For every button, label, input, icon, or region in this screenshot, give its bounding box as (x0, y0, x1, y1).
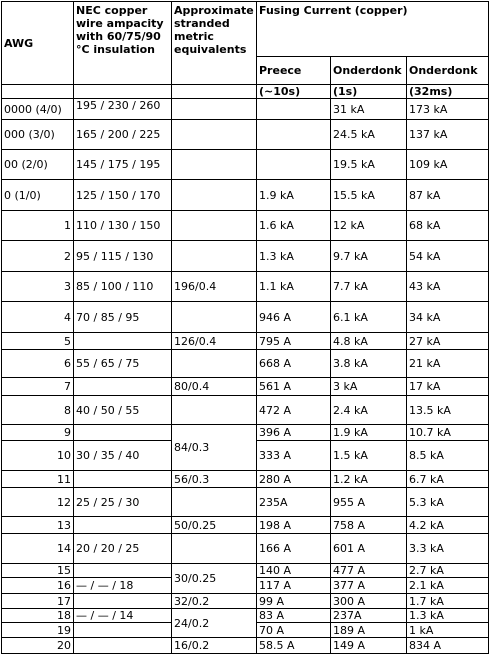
awg-cell: 4 (2, 302, 74, 333)
awg-cell: 11 (2, 471, 74, 488)
table-row (2, 180, 489, 211)
table-row (2, 211, 489, 241)
onderdonk-1s-cell: 377 A (331, 578, 407, 594)
stranded-cell: 196/0.4 (172, 272, 257, 302)
preece-cell (257, 120, 331, 150)
header-preece-time: (~10s) (257, 85, 331, 99)
onderdonk-32ms-cell: 1.3 kA (407, 609, 489, 623)
awg-cell: 19 (2, 623, 74, 638)
onderdonk-32ms-cell: 8.5 kA (407, 441, 489, 471)
preece-cell: 668 A (257, 350, 331, 378)
table-row (2, 378, 489, 396)
stranded-cell: 30/0.25 (172, 564, 257, 594)
ampacity-cell: 70 / 85 / 95 (74, 302, 172, 333)
preece-cell: 280 A (257, 471, 331, 488)
ampacity-cell: — / — / 18 (74, 578, 172, 594)
table-row (2, 120, 489, 150)
onderdonk-32ms-cell: 1.7 kA (407, 594, 489, 609)
onderdonk-1s-cell: 149 A (331, 638, 407, 654)
onderdonk-1s-cell: 24.5 kA (331, 120, 407, 150)
stranded-cell (172, 534, 257, 564)
table-row (2, 638, 489, 654)
ampacity-cell: 110 / 130 / 150 (74, 211, 172, 241)
preece-cell: 166 A (257, 534, 331, 564)
onderdonk-32ms-cell: 10.7 kA (407, 425, 489, 441)
onderdonk-32ms-cell: 87 kA (407, 180, 489, 211)
onderdonk-32ms-cell: 6.7 kA (407, 471, 489, 488)
preece-cell: 235A (257, 488, 331, 517)
onderdonk-1s-cell: 758 A (331, 517, 407, 534)
table-row (2, 609, 489, 623)
table-row (2, 471, 489, 488)
preece-cell: 58.5 A (257, 638, 331, 654)
stranded-cell: 50/0.25 (172, 517, 257, 534)
stranded-cell: 126/0.4 (172, 333, 257, 350)
onderdonk-1s-cell: 237A (331, 609, 407, 623)
onderdonk-32ms-cell: 3.3 kA (407, 534, 489, 564)
ampacity-cell: 95 / 115 / 130 (74, 241, 172, 272)
awg-cell: 13 (2, 517, 74, 534)
onderdonk-1s-cell: 15.5 kA (331, 180, 407, 211)
awg-cell: 2 (2, 241, 74, 272)
preece-cell: 117 A (257, 578, 331, 594)
header-awg-sub (2, 85, 74, 99)
preece-cell (257, 99, 331, 120)
onderdonk-1s-cell: 300 A (331, 594, 407, 609)
preece-cell: 1.9 kA (257, 180, 331, 211)
onderdonk-32ms-cell: 834 A (407, 638, 489, 654)
preece-cell: 333 A (257, 441, 331, 471)
awg-cell: 18 (2, 609, 74, 623)
header-preece: Preece (257, 57, 331, 85)
awg-cell: 15 (2, 564, 74, 578)
preece-cell: 1.1 kA (257, 272, 331, 302)
onderdonk-1s-cell: 6.1 kA (331, 302, 407, 333)
ampacity-cell: — / — / 14 (74, 609, 172, 623)
table-row (2, 302, 489, 333)
table-row (2, 517, 489, 534)
table-row (2, 425, 489, 441)
ampacity-cell (74, 425, 172, 441)
onderdonk-1s-cell: 3.8 kA (331, 350, 407, 378)
onderdonk-1s-cell: 1.9 kA (331, 425, 407, 441)
ampacity-cell (74, 638, 172, 654)
awg-wire-table (1, 1, 489, 654)
onderdonk-1s-cell: 19.5 kA (331, 150, 407, 180)
stranded-cell (172, 396, 257, 425)
awg-cell: 17 (2, 594, 74, 609)
awg-cell: 14 (2, 534, 74, 564)
preece-cell (257, 150, 331, 180)
ampacity-cell (74, 333, 172, 350)
header-onderdonk-1s-time: (1s) (331, 85, 407, 99)
awg-cell: 5 (2, 333, 74, 350)
awg-cell: 12 (2, 488, 74, 517)
table-row (2, 564, 489, 578)
stranded-cell (172, 488, 257, 517)
onderdonk-32ms-cell: 173 kA (407, 99, 489, 120)
awg-cell: 000 (3/0) (2, 120, 74, 150)
ampacity-cell: 165 / 200 / 225 (74, 120, 172, 150)
onderdonk-32ms-cell: 68 kA (407, 211, 489, 241)
stranded-cell: 80/0.4 (172, 378, 257, 396)
awg-cell: 0 (1/0) (2, 180, 74, 211)
awg-cell: 3 (2, 272, 74, 302)
header-ampacity-sub (74, 85, 172, 99)
stranded-cell (172, 211, 257, 241)
stranded-cell: 32/0.2 (172, 594, 257, 609)
preece-cell: 946 A (257, 302, 331, 333)
ampacity-cell: 55 / 65 / 75 (74, 350, 172, 378)
preece-cell: 795 A (257, 333, 331, 350)
table-row (2, 241, 489, 272)
preece-cell: 140 A (257, 564, 331, 578)
header-awg: AWG (2, 2, 74, 85)
onderdonk-1s-cell: 1.5 kA (331, 441, 407, 471)
stranded-cell (172, 150, 257, 180)
onderdonk-1s-cell: 4.8 kA (331, 333, 407, 350)
table-row (2, 150, 489, 180)
table-row (2, 594, 489, 609)
onderdonk-32ms-cell: 2.7 kA (407, 564, 489, 578)
table-row (2, 350, 489, 378)
onderdonk-1s-cell: 1.2 kA (331, 471, 407, 488)
stranded-cell: 56/0.3 (172, 471, 257, 488)
stranded-cell (172, 350, 257, 378)
ampacity-cell (74, 378, 172, 396)
onderdonk-1s-cell: 2.4 kA (331, 396, 407, 425)
onderdonk-1s-cell: 12 kA (331, 211, 407, 241)
stranded-cell: 84/0.3 (172, 425, 257, 471)
onderdonk-1s-cell: 189 A (331, 623, 407, 638)
header-fusing-current: Fusing Current (copper) (257, 2, 489, 57)
stranded-cell (172, 99, 257, 120)
onderdonk-32ms-cell: 5.3 kA (407, 488, 489, 517)
table-row (2, 488, 489, 517)
onderdonk-32ms-cell: 34 kA (407, 302, 489, 333)
onderdonk-1s-cell: 7.7 kA (331, 272, 407, 302)
preece-cell: 1.6 kA (257, 211, 331, 241)
table-row (2, 272, 489, 302)
awg-cell: 16 (2, 578, 74, 594)
stranded-cell (172, 241, 257, 272)
preece-cell: 561 A (257, 378, 331, 396)
ampacity-cell: 195 / 230 / 260 (74, 99, 172, 120)
ampacity-cell: 145 / 175 / 195 (74, 150, 172, 180)
onderdonk-1s-cell: 31 kA (331, 99, 407, 120)
ampacity-cell (74, 594, 172, 609)
header-stranded: Approximate stranded metric equivalents (172, 2, 257, 85)
preece-cell: 99 A (257, 594, 331, 609)
onderdonk-1s-cell: 9.7 kA (331, 241, 407, 272)
ampacity-cell (74, 623, 172, 638)
onderdonk-32ms-cell: 2.1 kA (407, 578, 489, 594)
ampacity-cell: 85 / 100 / 110 (74, 272, 172, 302)
table-row (2, 333, 489, 350)
ampacity-cell: 20 / 20 / 25 (74, 534, 172, 564)
awg-cell: 8 (2, 396, 74, 425)
table-row (2, 99, 489, 120)
onderdonk-32ms-cell: 137 kA (407, 120, 489, 150)
awg-cell: 9 (2, 425, 74, 441)
header-onderdonk-1s: Onderdonk (331, 57, 407, 85)
onderdonk-32ms-cell: 43 kA (407, 272, 489, 302)
onderdonk-1s-cell: 601 A (331, 534, 407, 564)
ampacity-cell: 30 / 35 / 40 (74, 441, 172, 471)
preece-cell: 472 A (257, 396, 331, 425)
stranded-cell: 16/0.2 (172, 638, 257, 654)
stranded-cell: 24/0.2 (172, 609, 257, 638)
ampacity-cell: 25 / 25 / 30 (74, 488, 172, 517)
onderdonk-1s-cell: 955 A (331, 488, 407, 517)
awg-cell: 7 (2, 378, 74, 396)
preece-cell: 83 A (257, 609, 331, 623)
awg-cell: 00 (2/0) (2, 150, 74, 180)
onderdonk-32ms-cell: 27 kA (407, 333, 489, 350)
stranded-cell (172, 180, 257, 211)
header-ampacity: NEC copper wire ampacity with 60/75/90 °C insulation (74, 2, 172, 85)
ampacity-cell (74, 564, 172, 578)
awg-cell: 0000 (4/0) (2, 99, 74, 120)
ampacity-cell: 125 / 150 / 170 (74, 180, 172, 211)
onderdonk-1s-cell: 477 A (331, 564, 407, 578)
onderdonk-32ms-cell: 4.2 kA (407, 517, 489, 534)
onderdonk-32ms-cell: 17 kA (407, 378, 489, 396)
ampacity-cell (74, 471, 172, 488)
preece-cell: 396 A (257, 425, 331, 441)
awg-cell: 20 (2, 638, 74, 654)
onderdonk-32ms-cell: 21 kA (407, 350, 489, 378)
header-stranded-sub (172, 85, 257, 99)
ampacity-cell (74, 517, 172, 534)
awg-cell: 1 (2, 211, 74, 241)
stranded-cell (172, 302, 257, 333)
preece-cell: 1.3 kA (257, 241, 331, 272)
stranded-cell (172, 120, 257, 150)
awg-cell: 6 (2, 350, 74, 378)
onderdonk-32ms-cell: 109 kA (407, 150, 489, 180)
preece-cell: 70 A (257, 623, 331, 638)
onderdonk-1s-cell: 3 kA (331, 378, 407, 396)
onderdonk-32ms-cell: 13.5 kA (407, 396, 489, 425)
preece-cell: 198 A (257, 517, 331, 534)
onderdonk-32ms-cell: 1 kA (407, 623, 489, 638)
header-onderdonk-32ms: Onderdonk (407, 57, 489, 85)
ampacity-cell: 40 / 50 / 55 (74, 396, 172, 425)
onderdonk-32ms-cell: 54 kA (407, 241, 489, 272)
table-row (2, 396, 489, 425)
table-row (2, 534, 489, 564)
awg-cell: 10 (2, 441, 74, 471)
header-onderdonk-32ms-time: (32ms) (407, 85, 489, 99)
